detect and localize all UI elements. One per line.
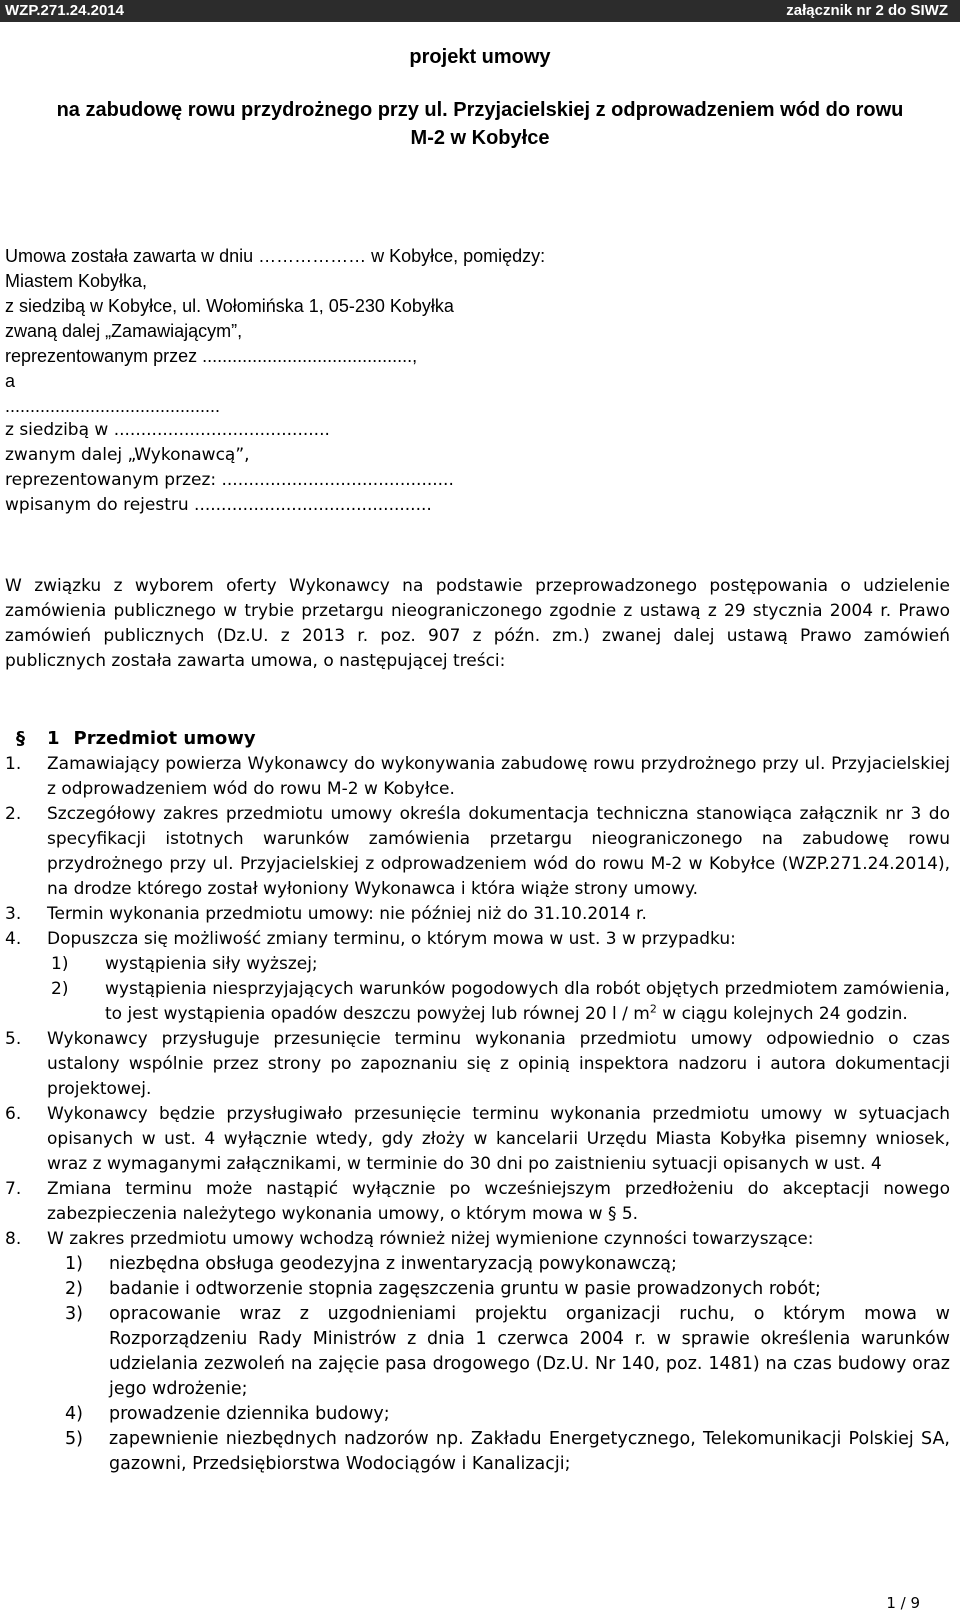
- header-attachment: załącznik nr 2 do SIWZ: [786, 2, 948, 19]
- parties-intro: [5, 244, 545, 419]
- item-text: W zakres przedmiotu umowy wchodzą również niżej wymienione czynności towarzyszące:: [47, 1229, 814, 1249]
- subtitle-line-1: na zabudowę rowu przydrożnego przy ul. Przyjacielskiej z odprowadzeniem wód do rowu: [56, 99, 904, 121]
- document-title: projekt umowy: [409, 46, 551, 68]
- sub-item: [5, 1427, 950, 1477]
- sub-item-number: 1): [51, 954, 69, 974]
- sub-item-number: 5): [65, 1429, 83, 1449]
- document-header: [0, 0, 960, 22]
- sub-item: [5, 1277, 950, 1302]
- list-item: [5, 927, 950, 1027]
- list-item: [5, 752, 950, 802]
- section-title: Przedmiot umowy: [73, 728, 256, 749]
- sub-item: [5, 952, 950, 977]
- intro-line: ...........................................: [5, 396, 221, 416]
- item-text: Szczegółowy zakres przedmiotu umowy określa dokumentacja techniczna stanowiąca załącznik nr 3 do specyfikacji istotnych warunków zamówienia przetargu nieograniczonego na zabudowę rowu przydrożnego przy ul. Przyjacielskiej z odprowadzeniem wód do rowu M-2 w Kobyłce (WZP.271.24.2014), na drodze którego został wyłoniony Wykonawca i która wiąże strony umowy.: [47, 804, 950, 899]
- section-symbol: §: [16, 728, 25, 749]
- item-number: 1.: [5, 754, 22, 774]
- item-text: Zamawiający powierza Wykonawcy do wykonywania zabudowę rowu przydrożnego przy ul. Przyjacielskiej z odprowadzeniem wód do rowu M-2 w Kobyłce.: [47, 754, 950, 799]
- contractor-details: [5, 418, 454, 518]
- superscript: 2: [649, 1002, 657, 1016]
- item-text: Zmiana terminu może nastąpić wyłącznie po wcześniejszym przedłożeniu do akceptacji nowego zabezpieczenia należytego wykonania umowy, o którym mowa w § 5.: [47, 1179, 950, 1224]
- intro-line: a: [5, 371, 16, 391]
- item-number: 8.: [5, 1229, 22, 1249]
- sub-item-number: 4): [65, 1404, 83, 1424]
- page-number: 1 / 9: [886, 1594, 920, 1612]
- item-number: 4.: [5, 929, 22, 949]
- contractor-line: wpisanym do rejestru ............................................: [5, 495, 432, 515]
- sub-item-text: prowadzenie dziennika budowy;: [109, 1404, 390, 1424]
- list-item: [5, 1102, 950, 1177]
- item-number: 2.: [5, 804, 22, 824]
- list-item: [5, 902, 950, 927]
- sub-item-text-end: w ciągu kolejnych 24 godzin.: [656, 1004, 908, 1024]
- contractor-line: z siedzibą w ........................................: [5, 420, 330, 440]
- intro-line: zwaną dalej „Zamawiającym”,: [5, 321, 243, 341]
- contractor-line: zwanym dalej „Wykonawcą”,: [5, 445, 250, 465]
- sub-item-text: opracowanie wraz z uzgodnieniami projektu organizacji ruchu, o którym mowa w Rozporządzeniu Rady Ministrów z dnia 1 czerwca 2004 r. w sprawie określenia warunków udzielania zezwoleń na zajęcie pasa drogowego (Dz.U. Nr 140, poz. 1481) na czas budowy oraz jego wdrożenie;: [109, 1304, 950, 1399]
- intro-line: z siedzibą w Kobyłce, ul. Wołomińska 1, 05-230 Kobyłka: [5, 296, 454, 316]
- item-number: 7.: [5, 1179, 22, 1199]
- item-text: Wykonawcy przysługuje przesunięcie terminu wykonania przedmiotu umowy odpowiednio o czas ustalony wspólnie przez strony po zapoznaniu się z opinią inspektora nadzoru i autora dokumentacji projektowej.: [47, 1029, 950, 1099]
- item-number: 3.: [5, 904, 22, 924]
- sub-item-text: wystąpienia niesprzyjających warunków pogodowych dla robót objętych przedmiotem zamówienia, to jest wystąpienia opadów deszczu powyżej lub równej 20 l / m: [105, 979, 950, 1024]
- item-text: Termin wykonania przedmiotu umowy: nie później niż do 31.10.2014 r.: [47, 904, 647, 924]
- subtitle-line-2: M-2 w Kobyłce: [410, 127, 550, 149]
- list-item: [5, 802, 950, 902]
- contractor-line: reprezentowanym przez: ...........................................: [5, 470, 454, 490]
- sub-item: [5, 1252, 950, 1277]
- section-heading: [16, 728, 256, 749]
- item-text: Dopuszcza się możliwość zmiany terminu, o którym mowa w ust. 3 w przypadku:: [47, 929, 736, 949]
- clause-list: [5, 752, 950, 1477]
- intro-line: Miastem Kobyłka,: [5, 271, 148, 291]
- preamble-paragraph: W związku z wyborem oferty Wykonawcy na podstawie przeprowadzonego postępowania o udzielenie zamówienia publicznego w trybie przetargu nieograniczonego zgodnie z ustawą z 29 stycznia 2004 r. Prawo zamówień publicznych (Dz.U. z 2013 r. poz. 907 z późn. zm.) zwanej dalej ustawą Prawo zamówień publicznych została zawarta umowa, o następującej treści:: [5, 576, 950, 671]
- sub-item-number: 1): [65, 1254, 83, 1274]
- section-number: 1: [47, 728, 60, 749]
- sub-item: [5, 1302, 950, 1402]
- intro-line: reprezentowanym przez ..........................................,: [5, 346, 418, 366]
- list-item: [5, 1227, 950, 1477]
- list-item: [5, 1177, 950, 1227]
- sub-item: [5, 977, 950, 1027]
- sub-item-number: 2): [65, 1279, 83, 1299]
- list-item: [5, 1027, 950, 1102]
- sub-item-number: 2): [51, 979, 69, 999]
- item-number: 6.: [5, 1104, 22, 1124]
- item-number: 5.: [5, 1029, 22, 1049]
- sub-item: [5, 1402, 950, 1427]
- item-text: Wykonawcy będzie przysługiwało przesunięcie terminu wykonania przedmiotu umowy w sytuacjach opisanych w ust. 4 wyłącznie wtedy, gdy złoży w kancelarii Urzędu Miasta Kobyłka pisemny wniosek, wraz z wymaganymi załącznikami, w terminie do 30 dni po zaistnieniu sytuacji opisanych w ust. 4: [47, 1104, 950, 1174]
- sub-item-text: niezbędna obsługa geodezyjna z inwentaryzacją powykonawczą;: [109, 1254, 677, 1274]
- document-subtitle: [0, 96, 960, 152]
- intro-line: Umowa została zawarta w dniu ……………… w Kobyłce, pomiędzy:: [5, 246, 546, 266]
- sub-item-text: zapewnienie niezbędnych nadzorów np. Zakładu Energetycznego, Telekomunikacji Polskiej SA, gazowni, Przedsiębiorstwa Wodociągów i Kanalizacji;: [109, 1429, 950, 1474]
- header-reference: WZP.271.24.2014: [5, 2, 124, 19]
- sub-item-text: badanie i odtworzenie stopnia zagęszczenia gruntu w pasie prowadzonych robót;: [109, 1279, 821, 1299]
- sub-item-text: wystąpienia siły wyższej;: [105, 954, 318, 974]
- sub-item-number: 3): [65, 1304, 83, 1324]
